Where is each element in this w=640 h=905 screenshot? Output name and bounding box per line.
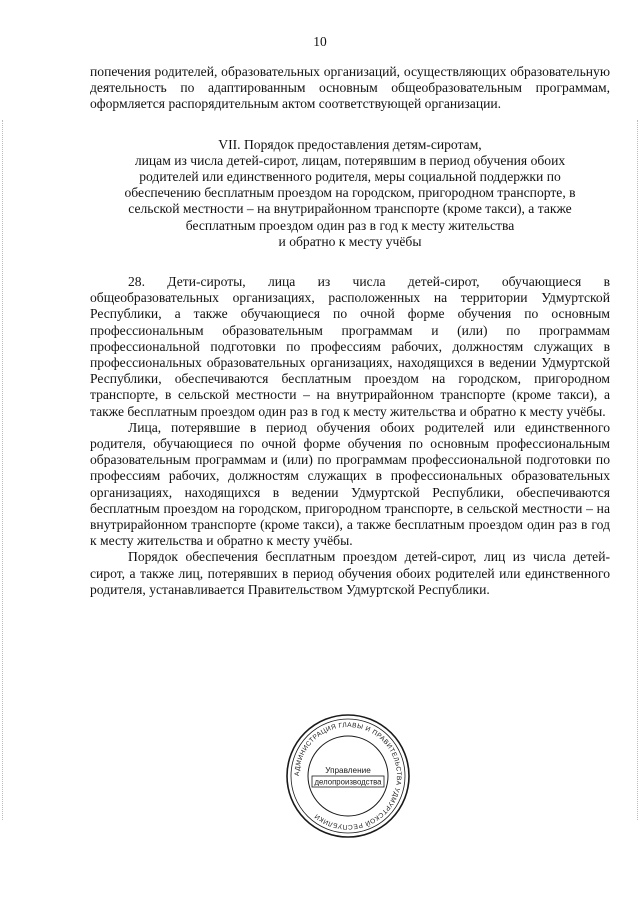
document-body xyxy=(90,64,610,598)
heading-line: лицам из числа детей-сирот, лицам, потерявшим в период обучения обоих xyxy=(134,152,566,168)
heading-line: родителей или единственного родителя, меры социальной поддержки по xyxy=(139,169,561,185)
scan-edge-left xyxy=(2,120,7,820)
heading-line: VII. Порядок предоставления детям-сиротам, xyxy=(218,136,482,152)
paragraph-procedure: Порядок обеспечения бесплатным проездом детей-сирот, лиц из числа детей-сирот, а также лиц, потерявших в период обучения обоих родителей или единственного родителя, устанавливается Правительством Удмуртской Республики. xyxy=(90,549,610,597)
svg-text:делопроизводства: делопроизводства xyxy=(314,777,382,787)
scan-edge-right xyxy=(633,120,638,820)
svg-text:Управление: Управление xyxy=(325,766,371,775)
stamp-seal-graphic xyxy=(284,712,412,840)
heading-line: бесплатным проездом один раз в год к месту жительства xyxy=(185,217,515,233)
intro-paragraph: попечения родителей, образовательных организаций, осуществляющих образовательную деятельность по адаптированным основным общеобразовательным программам, оформляется распорядительным актом соответствующей организации. xyxy=(90,64,610,112)
svg-text:АДМИНИСТРАЦИЯ ГЛАВЫ И ПРАВИТЕЛ: АДМИНИСТРАЦИЯ ГЛАВЫ И ПРАВИТЕЛЬСТВА УДМУРТСКОЙ РЕСПУБЛИКИ xyxy=(293,721,403,831)
heading-line: обеспечению бесплатным проездом на городском, пригородном транспорте, в xyxy=(124,185,576,201)
heading-line: и обратно к месту учёбы xyxy=(278,233,422,249)
heading-line: сельской местности – на внутрирайонном транспорте (кроме такси), а также xyxy=(128,201,572,217)
section-heading xyxy=(90,137,610,250)
page-number: 10 xyxy=(313,34,327,49)
official-stamp xyxy=(284,712,412,840)
paragraph-orphans-parents-lost: Лица, потерявшие в период обучения обоих родителей или единственного родителя, обучающиеся по очной форме обучения по основным профессиональным образовательным программам и (или) по программам профессиональной подготовки по профессиям рабочих, должностям служащих в профессиональных образовательных организациях, находящихся в ведении Удмуртской Республики, обеспечиваются бесплатным проездом на городском, пригородном транспорте, в сельской местности – на внутрирайонном транспорте (кроме такси), а также бесплатным проездом один раз в год к месту жительства и обратно к месту учёбы. xyxy=(90,419,610,549)
paragraph-28: 28. Дети-сироты, лица из числа детей-сирот, обучающиеся в общеобразовательных организациях, расположенных на территории Удмуртской Республики, а также обучающиеся по очной форме обучения по основным профессиональным образовательным программам и (или) по программам профессиональной подготовки по профессиям рабочих, должностям служащих в профессиональных образовательных организациях, находящихся в ведении Удмуртской Республики, обеспечиваются бесплатным проездом на городском, пригородном транспорте, в сельской местности – на внутрирайонном транспорте (кроме такси), а также бесплатным проездом один раз в год к месту жительства и обратно к месту учёбы. xyxy=(90,274,610,419)
